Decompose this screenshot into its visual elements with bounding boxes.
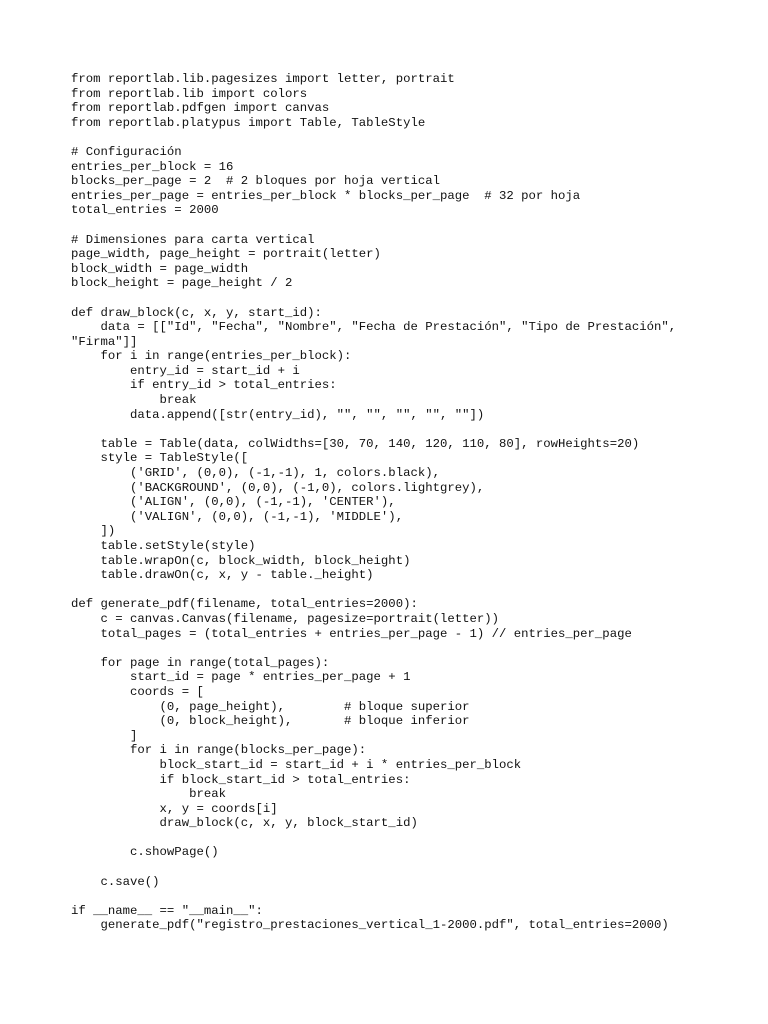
code-line: # Dimensiones para carta vertical [71,232,315,247]
code-line: block_start_id = start_id + i * entries_per_block [71,757,522,772]
code-line: data = [["Id", "Fecha", "Nombre", "Fecha de Prestación", "Tipo de Prestación", [71,320,677,335]
code-line: if entry_id > total_entries: [71,378,337,393]
code-line: generate_pdf("registro_prestaciones_vertical_1-2000.pdf", total_entries=2000) [71,918,669,933]
code-line [71,889,731,904]
code-line: # Configuración [71,144,182,159]
code-line: from reportlab.platypus import Table, TableStyle [71,115,426,130]
code-line [71,831,731,846]
code-line: total_entries = 2000 [71,203,219,218]
code-line: data.append([str(entry_id), "", "", "", "", ""]) [71,407,485,422]
code-line: ('ALIGN', (0,0), (-1,-1), 'CENTER'), [71,495,396,510]
code-line: x, y = coords[i] [71,801,278,816]
code-line: ('VALIGN', (0,0), (-1,-1), 'MIDDLE'), [71,509,404,524]
code-line: for page in range(total_pages): [71,655,330,670]
code-line [71,218,731,233]
code-line [71,130,731,145]
code-line: c.showPage() [71,845,219,860]
code-line: (0, block_height), # bloque inferior [71,714,470,729]
code-line: entry_id = start_id + i [71,363,300,378]
code-line: from reportlab.pdfgen import canvas [71,101,330,116]
code-line: table.drawOn(c, x, y - table._height) [71,568,374,583]
code-line: c = canvas.Canvas(filename, pagesize=portrait(letter)) [71,611,500,626]
code-line: def generate_pdf(filename, total_entries=2000): [71,597,418,612]
code-line: style = TableStyle([ [71,451,249,466]
code-line [71,860,731,875]
code-line: total_pages = (total_entries + entries_per_page - 1) // entries_per_page [71,626,632,641]
code-line: ('BACKGROUND', (0,0), (-1,0), colors.lightgrey), [71,480,485,495]
code-line: from reportlab.lib import colors [71,86,308,101]
code-line: blocks_per_page = 2 # 2 bloques por hoja vertical [71,174,440,189]
code-line: def draw_block(c, x, y, start_id): [71,305,322,320]
code-line: ]) [71,524,116,539]
code-line: break [71,393,197,408]
code-line: table.wrapOn(c, block_width, block_height) [71,553,411,568]
code-line [71,291,731,306]
code-line: if block_start_id > total_entries: [71,772,411,787]
code-line: block_width = page_width [71,261,249,276]
code-line: draw_block(c, x, y, block_start_id) [71,816,418,831]
code-line: ] [71,728,138,743]
code-line: table.setStyle(style) [71,539,256,553]
code-line: block_height = page_height / 2 [71,276,293,291]
code-line: start_id = page * entries_per_page + 1 [71,670,411,685]
code-line: "Firma"]] [71,334,138,349]
code-block [71,72,731,933]
code-line: coords = [ [71,684,204,699]
code-line: break [71,787,226,802]
code-line: for i in range(entries_per_block): [71,349,352,364]
code-line: c.save() [71,874,160,889]
code-line: from reportlab.lib.pagesizes import letter, portrait [71,72,455,86]
code-line: if __name__ == "__main__": [71,903,263,918]
code-line: page_width, page_height = portrait(letter) [71,247,381,262]
code-line [71,641,731,656]
code-line: entries_per_block = 16 [71,159,234,174]
code-line: for i in range(blocks_per_page): [71,743,367,758]
code-line: (0, page_height), # bloque superior [71,699,470,714]
code-line [71,583,731,598]
code-line: entries_per_page = entries_per_block * blocks_per_page # 32 por hoja [71,188,581,203]
code-line [71,422,731,437]
code-line: table = Table(data, colWidths=[30, 70, 140, 120, 110, 80], rowHeights=20) [71,436,640,451]
code-line: ('GRID', (0,0), (-1,-1), 1, colors.black), [71,466,440,481]
